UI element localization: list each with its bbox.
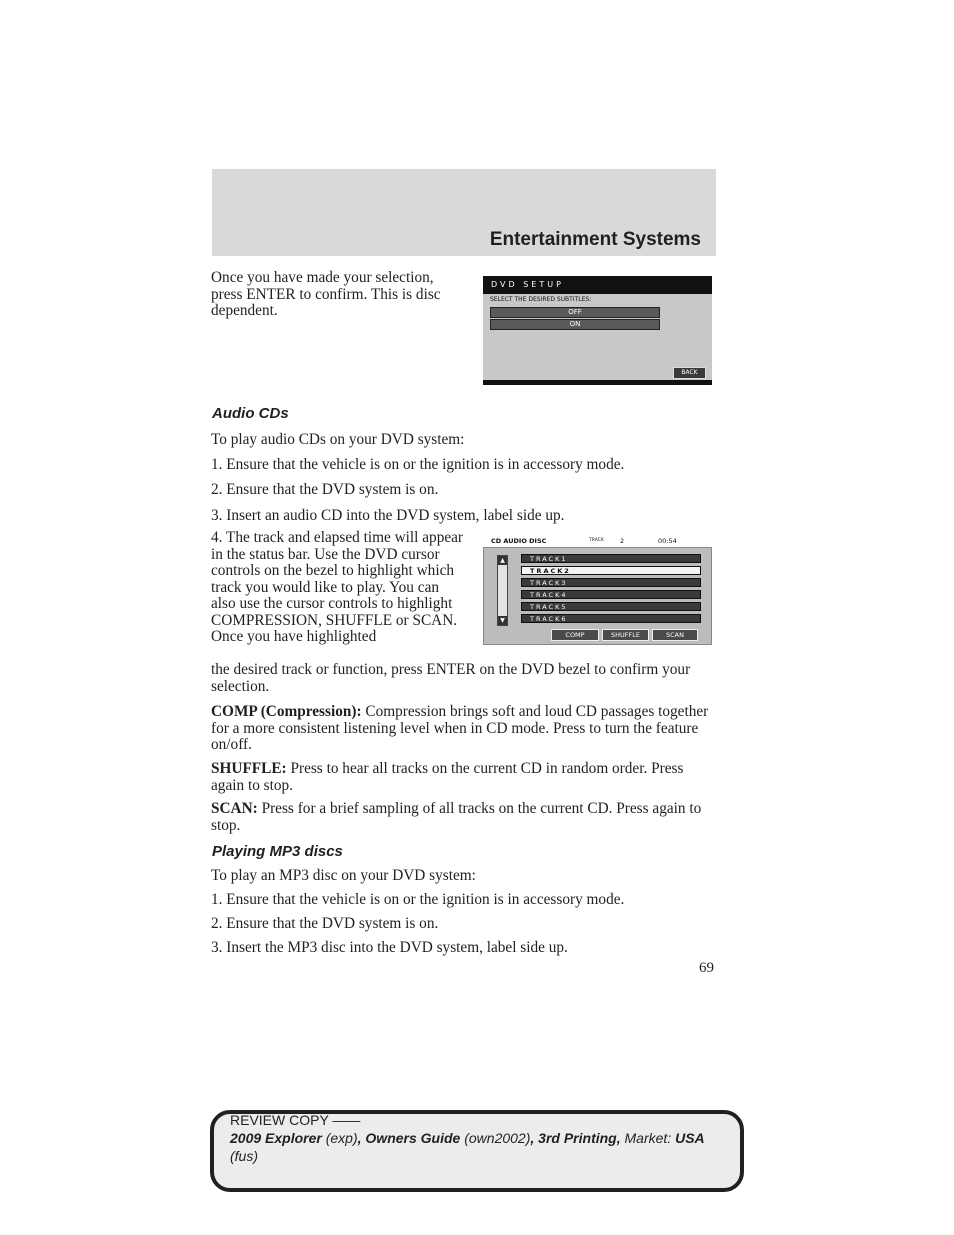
market: USA [675, 1130, 705, 1146]
audio-cds-heading: Audio CDs [212, 405, 289, 422]
audio-cds-step-3: 3. Insert an audio CD into the DVD system, label side up. [211, 507, 565, 524]
scroll-down-icon[interactable]: ▼ [498, 616, 507, 625]
mp3-heading: Playing MP3 discs [212, 843, 343, 860]
elapsed-time: 00:54 [658, 537, 677, 545]
scroll-up-icon[interactable]: ▲ [498, 556, 507, 565]
mp3-lead: To play an MP3 disc on your DVD system: [211, 867, 476, 884]
model: 2009 Explorer [230, 1130, 322, 1146]
comp-description [211, 704, 717, 754]
audio-cds-step-4: 4. The track and elapsed time will appear in the status bar. Use the DVD cursor controls on the bezel to highlight which track you would like to play. You can also use the cursor controls to highlight COMPRESSION, SHUFFLE or SCAN. Once you have highlighted [211, 529, 464, 645]
audio-cds-step-1: 1. Ensure that the vehicle is on or the ignition is in accessory mode. [211, 456, 625, 473]
shuffle-description [211, 761, 717, 794]
track-item[interactable]: TRACK1 [521, 554, 701, 563]
model-code: (exp) [321, 1130, 358, 1146]
footer-text [230, 1111, 735, 1165]
cd-status-bar [483, 536, 712, 547]
cd-track-panel [483, 547, 712, 645]
shuffle-text: Press to hear all tracks on the current CD in random order. Press again to stop. [211, 760, 684, 794]
intro-text: Once you have made your selection, press ENTER to confirm. This is disc dependent. [211, 269, 441, 319]
comp-text: Compression brings soft and loud CD passages together for a more consistent listening level when in CD mode. Press to turn the feature on/off. [211, 703, 709, 753]
track-item[interactable]: TRACK4 [521, 590, 701, 599]
subtitle-prompt: SELECT THE DESIRED SUBTITLES: [490, 296, 592, 303]
track-scrollbar[interactable] [497, 555, 508, 626]
audio-cds-step-2: 2. Ensure that the DVD system is on. [211, 481, 439, 498]
back-button[interactable]: BACK [673, 367, 706, 379]
scan-button[interactable]: SCAN [652, 629, 698, 641]
printing: , 3rd Printing, [530, 1130, 621, 1146]
audio-cds-lead: To play audio CDs on your DVD system: [211, 431, 465, 448]
page-number: 69 [699, 960, 714, 976]
audio-cds-step-4-cont: the desired track or function, press ENTER on the DVD bezel to confirm your selection. [211, 661, 691, 695]
mp3-step-1: 1. Ensure that the vehicle is on or the ignition is in accessory mode. [211, 891, 625, 908]
header-band [212, 169, 716, 256]
track-number: 2 [620, 537, 625, 545]
track-item[interactable]: TRACK3 [521, 578, 701, 587]
scan-description [211, 801, 717, 834]
mp3-step-2: 2. Ensure that the DVD system is on. [211, 915, 439, 932]
shuffle-term: SHUFFLE: [211, 760, 287, 777]
track-item[interactable]: TRACK5 [521, 602, 701, 611]
scan-text: Press for a brief sampling of all tracks on the current CD. Press again to stop. [211, 800, 702, 834]
track-item-selected[interactable]: TRACK2 [521, 566, 701, 575]
comp-button[interactable]: COMP [551, 629, 599, 641]
edition-line [230, 1129, 735, 1147]
guide: , Owners Guide [357, 1130, 461, 1146]
section-title: Entertainment Systems [489, 229, 701, 250]
market-code: (fus) [230, 1148, 258, 1164]
track-item[interactable]: TRACK6 [521, 614, 701, 623]
subtitle-option-on[interactable]: ON [490, 319, 660, 330]
market-label: Market: [620, 1130, 676, 1146]
subtitle-option-off[interactable]: OFF [490, 307, 660, 318]
scan-term: SCAN: [211, 800, 258, 817]
mp3-step-3: 3. Insert the MP3 disc into the DVD system, label side up. [211, 939, 568, 956]
review-copy-line: REVIEW COPY —— [230, 1112, 361, 1128]
comp-term: COMP (Compression): [211, 703, 362, 720]
cd-screen-title: CD AUDIO DISC [491, 537, 547, 545]
dvd-setup-screen [483, 276, 712, 385]
cd-audio-screen [483, 536, 712, 645]
shuffle-button[interactable]: SHUFFLE [602, 629, 649, 641]
dvd-setup-title: DVD SETUP [491, 280, 564, 289]
guide-code: (own2002) [460, 1130, 531, 1146]
dvd-setup-title-bar [483, 276, 712, 294]
dvd-setup-bottom-bar [483, 380, 712, 385]
track-label: TRACK [589, 538, 604, 543]
